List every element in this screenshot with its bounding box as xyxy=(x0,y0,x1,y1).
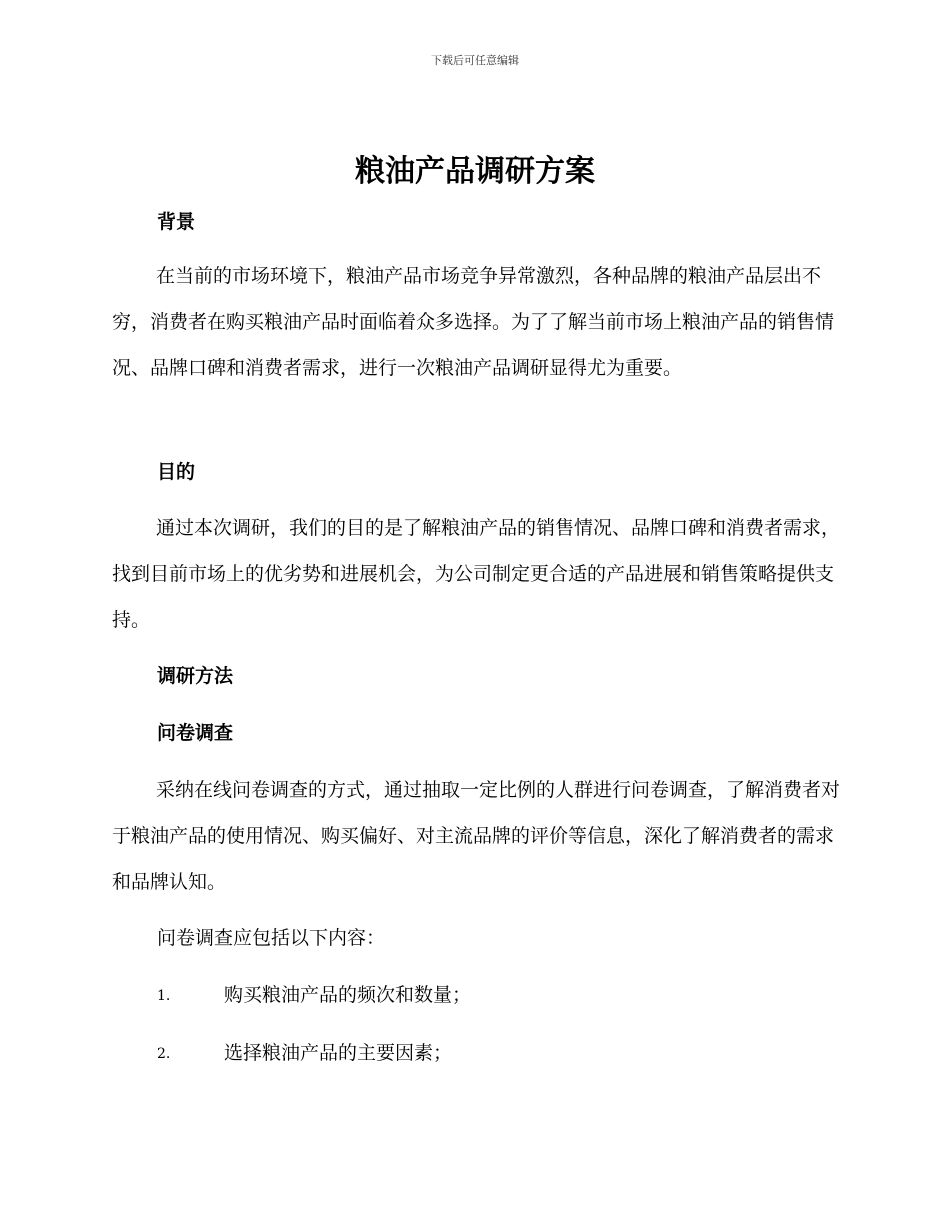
section-heading-survey: 问卷调查 xyxy=(157,722,234,744)
paragraph-survey: 采纳在线问卷调查的方式，通过抽取一定比例的人群进行问卷调查，了解消费者对于粮油产品的使用情况、购买偏好、对主流品牌的评价等信息，深化了解消费者的需求和品牌认知。 xyxy=(112,779,841,893)
list-item-text: 购买粮油产品的频次和数量； xyxy=(224,984,472,1006)
paragraph-background: 在当前的市场环境下，粮油产品市场竞争异常激烈，各种品牌的粮油产品层出不穷，消费者在购买粮油产品时面临着众多选择。为了了解当前市场上粮油产品的销售情况、品牌口碑和消费者需求，进行一次粮油产品调研显得尤为重要。 xyxy=(112,265,835,379)
paragraph-purpose: 通过本次调研，我们的目的是了解粮油产品的销售情况、品牌口碑和消费者需求，找到目前市场上的优劣势和进展机会，为公司制定更合适的产品进展和销售策略提供支持。 xyxy=(112,517,841,631)
list-item-text: 选择粮油产品的主要因素； xyxy=(224,1042,453,1064)
page-header: 下载后可任意编辑 xyxy=(431,54,519,67)
list-item-number: 2. xyxy=(157,1046,171,1062)
section-heading-purpose: 目的 xyxy=(157,461,196,483)
survey-lead-text: 问卷调查应包括以下内容： xyxy=(157,927,386,949)
section-heading-background: 背景 xyxy=(157,211,196,233)
list-item-number: 1. xyxy=(157,988,171,1004)
section-heading-method: 调研方法 xyxy=(157,665,234,687)
document-title: 粮油产品调研方案 xyxy=(355,154,595,189)
